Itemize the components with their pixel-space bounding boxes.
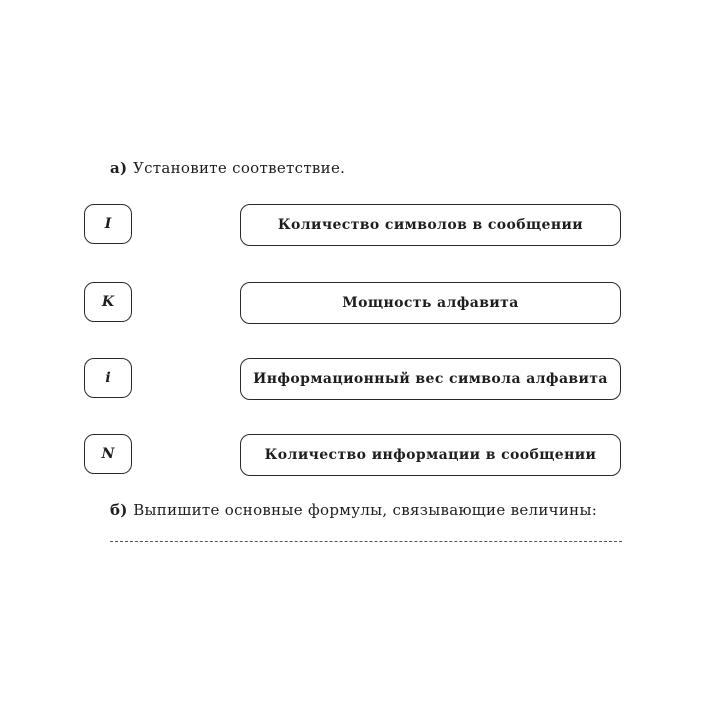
task-a-heading [110,159,345,177]
term-box-alphabet-power[interactable] [240,282,621,324]
answer-line[interactable] [110,541,622,542]
term-box-symbol-weight[interactable] [240,358,621,400]
symbol-box-K[interactable] [84,282,132,322]
symbol-label: I [104,216,112,232]
term-label: Мощность алфавита [342,295,519,311]
task-a-marker: а) [110,159,128,177]
term-label: Количество символов в сообщении [277,217,584,233]
symbol-label: i [105,370,111,386]
term-label: Информационный вес символа алфавита [253,371,608,387]
task-b-text: Выпишите основные формулы, связывающие величины: [133,501,598,519]
term-box-information-amount[interactable] [240,434,621,476]
task-a-text: Установите соответствие. [132,159,346,177]
symbol-box-I[interactable] [84,204,132,244]
symbol-label: K [101,294,115,310]
symbol-box-N[interactable] [84,434,132,474]
symbol-box-i[interactable] [84,358,132,398]
term-label: Количество информации в сообщении [264,447,597,463]
task-b-marker: б) [110,501,128,519]
symbol-label: N [101,446,115,462]
task-b-heading [110,501,597,519]
term-box-symbol-count[interactable] [240,204,621,246]
